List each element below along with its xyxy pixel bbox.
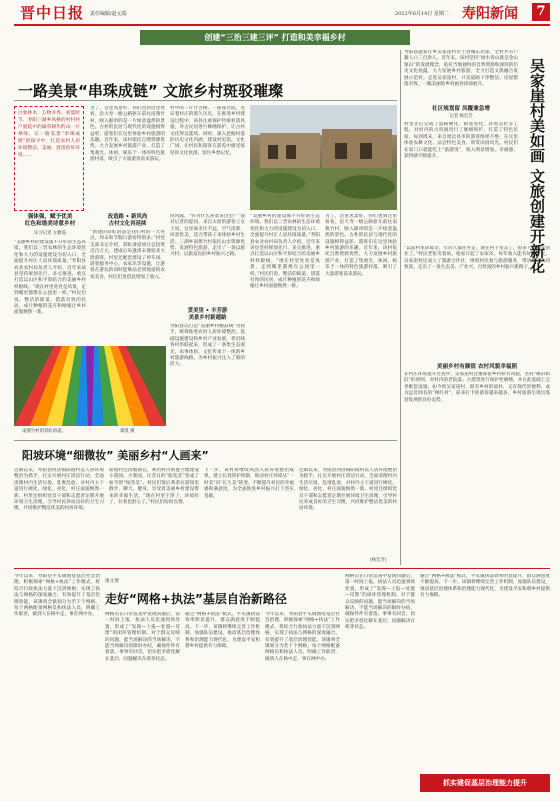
bottom-column-1: 今年以来，寿阳县平头镇围绕基层社会治理，积极探索“网格+执法”工作模式，将综合行政执法力量下沉到网格，实现了执法与网格的深度融合，有效提升了基层治理效能。该镇将全镇划分为若干个网格，每个网格配备网格员和执法人员，明确工作职责，做到人在格中走、事在网中办。	[14, 574, 100, 618]
page-number-badge	[532, 3, 550, 21]
right-column-4: 在村庄环境提升过程中，吴家崖村注重保留乡村原有风貌，坚持“修旧如旧”的原则，对村内的老院落、古建筑进行保护性修缮，并在此基础上完善配套设施。如今的吴家崖村，既有乡村的质朴，又有现代的便利，成为远近闻名的“网红村”，前来打卡的游客越来越多，乡村旅游呈现出蓬勃发展的良好态势。	[404, 372, 550, 403]
lead-column-7: “美丽乡村的建设离不开好的生态环境。我们以三晋农林的生态环境优化和大力的设施建设为切入口，全面提升村庄人居环境质量。”寿阳县农业农村局负责人介绍，近年来该县坚持规划先行、多点推进，重点打造以山区和平原结合的美丽乡村样板线。“现在村里处处是风景，走到哪里都像在公园里一样。”村民们说。整洁的街道、错落有致的民居，成片种植的花卉和绿植让乡村面貌焕然一新。	[250, 214, 320, 290]
bottom-top-rule	[14, 568, 550, 569]
issue-date: 2022年6月14日 星期二	[395, 11, 449, 17]
right-subhead-2: 美丽乡村有颜值 农村风貌幸福照	[436, 364, 518, 370]
lead-headline: 一路美景“串珠成链” 文旅乡村斑驳璀璨	[18, 82, 283, 100]
lead-author: 实习记者 左雅茹	[33, 231, 67, 236]
right-column-2: 村里先后完成了道路硬化、街巷亮化、环境美化等工程，对村内的古窑洞进行了修缮保护，打造了特色民宿。每到周末，来自周边县市的游客络绎不绝，在这里体验农耕文化、品尝特色美食、欣赏田园风光。村民们在家门口就能吃上“旅游饭”，收入明显增加，幸福感、获得感不断提升。	[404, 122, 518, 160]
right-column-3: “以前村里环境差，年轻人都往外走，现在村子变美了，很多人都回来创业了。”村民老张笑着说。他家开起了农家乐，每年收入能有好几万元。吴家崖村还成立了旅游合作社，组织村民参与旅游服务，带动群众共同致富，走出了一条生态美、产业兴、百姓富的乡村振兴新路子。	[404, 246, 550, 271]
masthead-rule	[14, 24, 550, 26]
right-subhead: 社区规划留 凤覆兼急增	[432, 106, 490, 112]
section-title: 寿阳新闻	[462, 6, 518, 22]
lead-column-4: “新建的彩虹滑道是我们村的一大亮点，周末和节假日游客特别多。”村党支部书记介绍，彩虹滑道项目总投资近百万元，建成后每逢周末便迎来大批游客。村里还配套建设了停车场、游客服务中心、农家乐等设施，让游客在游玩的同时能够品尝到地道的农家美食，村民们也借此增加了收入。	[90, 230, 165, 280]
bottom-author: 康文倩	[105, 579, 119, 584]
banner	[140, 30, 410, 45]
lead-column-2: 为了，这里风景好、你们也到这里看看。沿大寿一级公路驱车前往南燕竹村，映入眼帘的是一片绿意盎然的景色。古朴的民居与现代化的设施相得益彰，游客们在这里体验乡村旅游的乐趣。近年来，该村依托自然资源优势，大力发展乡村旅游产业，打造了集观光、休闲、娱乐于一体的特色旅游村落，吸引了大量游客前来游玩。	[90, 106, 165, 163]
village-photo-graphic	[250, 105, 397, 210]
right-author: 记者 杨宏芳	[449, 114, 473, 119]
lead-subhead: 强体强，赋予优美 红色和谐美诗意乡村	[24, 214, 76, 227]
right-column-1: 寿阳县温家庄乡吴家崖村位于县城东北部，全村共有户籍人口三百余人。近年来，该村坚持“绿水青山就是金山银山”的发展理念，依托当地独特的自然资源和深厚的历史文化底蕴，大力发展乡村旅游，全力打造文旅融合发展示范村。走进吴家崖村，只见道路干净整洁、房屋错落有致，一幅美丽的乡村画卷徐徐展开。	[404, 50, 518, 88]
bottom-headline: 走好“网格+执法”基层自治新路径	[105, 592, 287, 606]
bottom-column-2: 网格员在日常巡查中发现问题后，第一时间上报，执法人员迅速到场处置，形成了“发现—上报—处置—反馈”的闭环管理机制。对于群众反映的问题，能当场解决的当场解决，不能当场解决的限时办结，确保件件有着落、事事有回音，切实把矛盾化解在基层、问题解决在萌芽状态。	[105, 612, 180, 662]
masthead-logo: 晋中日报	[20, 4, 85, 22]
mid-headline: 阳坡环境“细微妆” 美丽乡村“人画来”	[22, 449, 209, 462]
masthead	[0, 0, 560, 24]
mid-column-3: 下一步，该村将继续巩固人居环境整治成果，建立长效管护机制，推动村庄环境从“一时美”向“长久美”转变，不断提升村民的幸福感和满意度，为全面推进乡村振兴打下坚实基础。	[204, 468, 294, 499]
lead-headline-rule	[14, 100, 397, 101]
lead-photo-top	[250, 105, 397, 210]
rainbow-slide-graphic	[14, 346, 166, 426]
bottom-column-4: 今年以来，寿阳县平头镇围绕基层社会治理，积极探索“网格+执法”工作模式，将综合行政执法力量下沉到网格，实现了执法与网格的深度融合，有效提升了基层治理效能。该镇将全镇划分为若干个网格，每个网格配备网格员和执法人员，明确工作职责，做到人在格中走、事在网中办。	[265, 612, 340, 662]
col-sep-1	[400, 50, 401, 565]
lead-intro	[14, 106, 84, 211]
rainbow-photo-credit: 郑凯 摄	[120, 429, 135, 434]
mid-column-4: 近期以来，寿阳县西洛镇阳坡村以人居环境整治为抓手，扎实开展村庄清洁行动，全面清理村内生活垃圾、乱堆乱放，对村内主干道进行硬化、绿化、亮化，村庄面貌焕然一新。村里还组织党员干部和志愿者定期开展环境卫生清理，引导村民养成良好的卫生习惯，共同维护整洁优美的村居环境。	[299, 468, 397, 512]
bottom-column-5: 网格员在日常巡查中发现问题后，第一时间上报，执法人员迅速到场处置，形成了“发现—上报—处置—反馈”的闭环管理机制。对于群众反映的问题，能当场解决的当场解决，不能当场解决的限时办结，确保件件有着落、事事有回音，切实把矛盾化解在基层、问题解决在萌芽状态。	[345, 574, 415, 631]
banner-title: 创建“三治三建三评” 打造和美幸福乡村	[204, 33, 346, 42]
lead-intro-text: 白象林木，万物并秀。初夏时节，寿阳三湖乡风格的村村村户庭院中的碳草耕作的山一片翠绿。在一路美景“串珠成链”的探寻中，打造农村人居环境整洁、美丽、舒适的好环境……	[18, 111, 80, 158]
lead-sub2: 改造路 • 新风尚 古村文化再延续	[107, 214, 148, 227]
lead-column-6: 寿阳县以打造“美丽乡村精品线”为抓手，统筹推进农村人居环境整治、基础设施建设和乡村产业发展，将沿线各村串联起来，形成了一条集生态观光、农事体验、文化传承于一体的乡村旅游线路，为乡村振兴注入了新的活力。	[170, 324, 245, 368]
lead-column-8: 为了，这里风景好、你们也到这里看看。沿大寿一级公路驱车前往南燕竹村，映入眼帘的是一片绿意盎然的景色。古朴的民居与现代化的设施相得益彰，游客们在这里体验乡村旅游的乐趣。近年来，该村依托自然资源优势，大力发展乡村旅游产业，打造了集观光、休闲、娱乐于一体的特色旅游村落，吸引了大量游客前来游玩。	[325, 214, 397, 277]
lead-sub3: 贯美里 • 丰芳游 美景乡村新越路	[187, 308, 228, 321]
mid-author: (杨宏芳)	[370, 558, 387, 563]
mid-column-1: 近期以来，寿阳县西洛镇阳坡村以人居环境整治为抓手，扎实开展村庄清洁行动，全面清理村内生活垃圾、乱堆乱放，对村内主干道进行硬化、绿化、亮化，村庄面貌焕然一新。村里还组织党员干部和志愿者定期开展环境卫生清理，引导村民养成良好的卫生习惯，共同维护整洁优美的村居环境。	[14, 468, 104, 512]
bottom-banner	[420, 774, 550, 792]
rainbow-slide-photo	[14, 346, 166, 426]
mid-column-2: 阳坡村还因地制宜，利用村内闲置空地建设小游园、小菜园，让昔日的“脏乱差”变成了如今的“绿净美”。村民们饭后茶余在游园里散步、聊天、健身，享受着美丽乡村建设带来的幸福生活。“现在村里干净了，环境好了，住着也舒心了。”村民们纷纷点赞。	[109, 468, 199, 506]
right-headline-text: 吴家崖村美如画 文旅创建开新花	[528, 58, 546, 274]
lead-column-5: 度风越，“你为什么喜欢来这里？”面对记者的提问，来自太原的游客王女士说，这里离市区不远，空气清新，风景优美，适合带孩子来体验乡村生活。三湖乡南燕竹村依托山水资源优势，发展特色旅游，走出了一条以旅兴村、以旅富民的乡村振兴之路。	[170, 214, 245, 258]
lead-column-3: 村中的一片片古树、一座座古院，见证着村庄的悠久历史。在推进乡村建设过程中，该县注重保护传统村落风貌，对古民居进行修缮保护，让古村文化得以延续。同时，深入挖掘村落的历史文化内涵，建设村史馆、文化广场，让村民和游客在游览中感受浓厚的文化氛围，留住乡愁记忆。	[170, 106, 245, 156]
mid-top-rule	[14, 440, 397, 441]
lead-column-1: “美丽乡村的建设离不开好的生态环境。我们以三晋农林的生态环境优化和大力的设施建设为切入口，全面提升村庄人居环境质量。”寿阳县农业农村局负责人介绍，近年来该县坚持规划先行、多点推进，重点打造以山区和平原结合的美丽乡村样板线。“现在村里处处是风景，走到哪里都像在公园里一样。”村民们说。整洁的街道、错落有致的民居，成片种植的花卉和绿植让乡村面貌焕然一新。	[14, 240, 86, 316]
page-number: 7	[536, 4, 546, 19]
bottom-banner-text: 抓实建促基层治理能力提升	[443, 779, 527, 787]
bottom-column-3: 通过“网格+执法”模式，平头镇执法效率明显提升，群众满意度不断提高。下一步，该镇将继续完善工作机制，加强队伍建设，推动基层治理体系和治理能力现代化，为建设平安和谐乡村提供有力保障。	[185, 612, 260, 650]
editor-line: 责任编辑/赵元瑞	[90, 11, 127, 17]
bottom-column-6: 通过“网格+执法”模式，平头镇执法效率明显提升，群众满意度不断提高。下一步，该镇将继续完善工作机制，加强队伍建设，推动基层治理体系和治理能力现代化，为建设平安和谐乡村提供有力保障。	[420, 574, 550, 599]
rainbow-photo-caption: 南燕竹村的彩虹滑道。	[22, 429, 66, 434]
